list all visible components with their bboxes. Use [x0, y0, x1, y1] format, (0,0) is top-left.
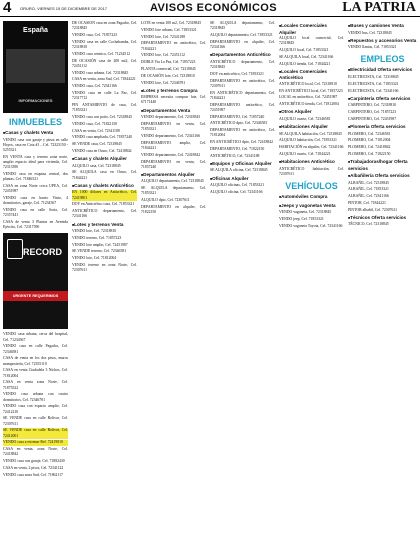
category-heading: ■ Plomería Oferta servicios	[348, 124, 417, 131]
classified-ad: CASA en venta, zona Sud, Cel. 71844221	[72, 77, 136, 82]
ad-image	[6, 49, 65, 83]
column-2	[72, 21, 137, 543]
column-5	[279, 21, 344, 543]
classified-ad: CASA en venta, Cel. 72341188	[72, 128, 120, 133]
category-heading: ■ Locales Comerciales Anticrético	[279, 69, 344, 81]
classified-ad: DEPARTAMENTO amplio, Cel. 71844221	[141, 140, 206, 150]
classified-ad: CARPINTERO, Cel. 72318810	[348, 103, 397, 108]
classified-ad: VENDO casa, Cel. 72341166	[72, 84, 117, 89]
classified-ad: VENDO departamento, Cel. 72418842	[141, 152, 201, 157]
classified-ad: VENDO departamento, Cel. 72318845	[141, 115, 201, 120]
page-number: 4	[3, 0, 12, 16]
classified-ad: VENDO casa urbana con cuatro dormitorios, Cel. 72346781	[3, 392, 68, 402]
classified-ad: CASA de venta en los dos pisos, muros mampostería, Cel. 72355110	[3, 356, 68, 366]
classified-ad: VENDO casa con espacio amplio, Cel. 72412210	[3, 404, 68, 414]
classified-ad: PINTOR, Cel. 71844221	[348, 200, 386, 205]
category-heading: ■ Habitaciones Alquiler	[279, 124, 344, 131]
classified-ad: CASA de venta 3 Plantas en Avenida Ejército, Cel. 72317590	[3, 219, 68, 230]
classified-ad: ANTICRÉTICO departamento, Cel. 72341166	[72, 209, 137, 219]
classified-ad: VENDO departamento, Cel. 72341166	[141, 133, 201, 138]
ad-list	[348, 222, 417, 227]
category-heading: ■ Oficinas Alquiler	[210, 176, 275, 183]
classified-ad: DEPARTAMENTO en alquiler, Cel. 71822150	[141, 205, 206, 215]
classified-ad: EN ANTICRÉTICO dpto, Cel. 72418842	[210, 140, 274, 145]
ad-footer: INFORMACIONES	[18, 98, 53, 103]
classified-ad: VENDO casa zona Sud, Cel. 71862117	[3, 472, 63, 477]
page-date: ORURO, VIERNES 15 DE DICIEMBRE DE 2017	[20, 6, 107, 11]
classified-ad: ELECTRICISTA, Cel. 72341166	[348, 88, 399, 93]
ad-list	[279, 117, 344, 122]
classified-ad: VENDO casa con garaje y pieza en calle Hoyos, casa en Cota #1 ...Cel. 72323150 - 5255321	[3, 137, 68, 152]
classified-ad: EN VENTA casa y terreno zona norte, amplio espacio ideal para vivienda, Cel. 72313390	[3, 154, 68, 170]
classified-ad: ALQUILO oficina, Cel. 72341166	[210, 189, 263, 194]
classified-ad: LOCAL en anticrético, Cel. 72451987	[279, 95, 338, 100]
classified-ad: VENDO terreno en zona Norte, Cel. 72307611	[72, 263, 137, 273]
ad-list	[3, 138, 68, 231]
classified-ad: DE OCASIÓN lote, Cel. 72318810	[141, 73, 195, 78]
ad-list	[348, 132, 417, 158]
classified-ad: ALQUILO departamento, Cel. 71853321	[210, 33, 273, 37]
classified-ad: VENDO lote urbano, Cel. 71853321	[141, 27, 197, 32]
ad-brand: España	[23, 27, 48, 34]
classified-ad: VENDO lote, Cel. 72346781	[141, 80, 186, 85]
classified-ad: SE VENDE terreno, Cel. 72346581	[72, 249, 127, 254]
classified-ad: VENDO casa en calle Soria, Cel. 72357441	[3, 207, 68, 218]
classified-ad: ALQUILO tienda, Cel. 71844221	[279, 61, 331, 66]
highlighted-ad: SE VENDE casa en calle Bolivar, Cel. 72412001	[3, 428, 68, 438]
classified-ad: VENDO vagoneta, Cel. 72318845	[279, 210, 332, 215]
ad-list	[141, 115, 206, 170]
category-heading: ■ Equipos y Oficinas Alquiler	[210, 161, 275, 168]
category-heading: ■ Casas y chalets Anticrético	[72, 183, 137, 190]
classified-ad: VENDO lote, Cel. 72451112	[141, 53, 185, 58]
ad-list	[72, 164, 137, 181]
ad-list	[72, 202, 137, 219]
classified-ad: VENDO casa urbana, cerca del hospital, Cel. 71234567	[3, 332, 68, 342]
category-heading: ■ Lotes y terrenos Compra	[141, 88, 206, 95]
ad-list	[3, 447, 68, 478]
category-heading: ■ Electricidad Oferta servicios	[348, 67, 417, 74]
ad-list	[279, 82, 344, 108]
classified-ad: DEPARTAMENTO en alquiler, Cel. 72341166	[210, 39, 275, 49]
ad-list	[348, 31, 417, 36]
classified-ad: VENDO casa en calle Cochabamba, Cel. 72318810	[72, 39, 137, 49]
category-heading: ■ Carpintería Oferta servicios	[348, 96, 417, 103]
classified-ad: DEPARTAMENTO en venta, Cel. 71853321	[141, 121, 206, 132]
classified-ad: SE ALQUILA oficina, Cel. 72318845	[210, 168, 268, 173]
category-heading: ■ Técnicos Oferta servicios	[348, 215, 417, 222]
ad-list	[279, 132, 344, 158]
classified-ad: ELECTRICISTA, Cel. 71853321	[348, 81, 399, 86]
classified-ad: DE OCASIÓN casa de 200 mt2, Cel. 72451112	[72, 58, 137, 68]
classified-ad: CARPINTERO, Cel. 72451987	[348, 116, 397, 121]
classified-ad: VENDO casa urbana, Cel. 72318845	[72, 70, 129, 75]
classified-ad: EN ANTICRÉTICO departamento, Cel. 71844221	[210, 90, 275, 100]
highlighted-ad: EN 1000 dólares en Anticrético, Cel. 72419801	[72, 190, 137, 200]
category-heading: ■ Departamentos Venta	[141, 108, 206, 115]
classified-ad: TÉCNICO, Cel. 72318845	[348, 222, 389, 227]
classified-ad: VENDO casa en esquina central, dos plantas, Cel. 71846521	[3, 171, 68, 182]
classified-ad: VENDO terreno, Cel. 71857223	[72, 235, 122, 240]
category-heading: ■ Otros Alquiler	[279, 109, 344, 116]
classified-ad: ANTICRÉTICO local, Cel. 72318810	[279, 81, 337, 86]
section-title: AVISOS ECONÓMICOS	[150, 2, 277, 14]
classified-ad: DOY en Anticrético casa, Cel. 71853321	[72, 202, 135, 207]
classified-ad: CARPINTERO, Cel. 71857223	[348, 110, 397, 114]
classified-ad: ALBAÑIL, Cel. 72341166	[348, 194, 389, 199]
classified-ad: VENDO bus, Cel. 72318845	[348, 30, 392, 35]
classified-ad: SE ALQUILA departamento, Cel. 71853321	[141, 186, 206, 196]
classified-ad: ALQUILO local comercial, Cel. 72318845	[279, 36, 344, 46]
classified-ad: ANTICRÉTICO, Cel. 72341188	[210, 153, 260, 158]
ad-list	[279, 210, 344, 229]
page-header	[0, 0, 420, 17]
category-heading: ■ Locales Comerciales Alquiler	[279, 23, 344, 35]
ad-list	[279, 167, 344, 177]
classified-ad: DOBLE Via La Paz, Cel. 71857223	[141, 60, 196, 65]
classified-ad: VENDO casa con garaje, Cel. 71882430	[3, 459, 65, 464]
classified-ad: VENDO casa ampliada, Cel. 71857240	[72, 135, 132, 140]
classified-ad: DEPARTAMENTO, Cel. 71857240	[210, 114, 265, 119]
ad-list	[210, 21, 275, 50]
ad-list	[210, 168, 275, 173]
classified-ad: DEPARTAMENTO en venta, Cel. 71857240	[141, 159, 206, 169]
classified-ad: VENDO lote, Cel. 72341188	[141, 34, 186, 39]
classified-ad: LOTE en venta 100 m2, Cel. 72318845	[141, 21, 202, 25]
ad-brand: RECORD	[23, 247, 63, 258]
classified-ad: EN ANTICRÉTICO local, Cel. 71857223	[279, 88, 343, 93]
classified-ad: CASA en venta, zona Norte, Cel. 72418842	[3, 447, 68, 457]
highlighted-ad: VENDO casa a estrenar Ref. 72419810	[3, 440, 68, 445]
column-4	[210, 21, 275, 543]
classified-ad: ALQUILO oficinas, Cel. 71853321	[210, 183, 265, 188]
category-heading: ■ Albañilería Oferta servicios	[348, 173, 417, 180]
classified-ad: ALQUILO local, Cel. 71853321	[279, 48, 329, 52]
classified-ad: DEPARTAMENTO en anticrético, Cel. 71812004	[210, 128, 275, 138]
classified-ad: ALBAÑIL, Cel. 71853321	[348, 187, 389, 192]
classified-ad: VENDO vagoneta Toyota, Cel. 72341166	[279, 223, 343, 228]
ad-list	[3, 332, 68, 426]
inmuebles-heading: INMUEBLES	[8, 117, 62, 127]
ad-list	[141, 21, 206, 86]
classified-ad: VENDO casa en Oruro, Cel. 72418842	[72, 148, 132, 153]
category-heading: ■ Departamentos Alquiler	[141, 172, 206, 179]
ad-list	[141, 179, 206, 215]
classified-ad: SE ALQUILA local, Cel. 72341166	[279, 54, 334, 59]
category-heading: ■ Casas y chalets Venta	[3, 130, 68, 137]
category-heading: ■ Buses y camiones Venta	[348, 23, 417, 30]
ad-list	[72, 229, 137, 273]
classified-ad: DEPARTAMENTO anticrético, Cel. 72451987	[210, 102, 275, 112]
classified-ad: SE VENDE casa, Cel. 72318845	[72, 142, 122, 147]
ad-list	[210, 60, 275, 159]
ad-list	[210, 183, 275, 195]
classified-ad: ALQUILO habitación, Cel. 71853321	[279, 138, 337, 143]
record-advertisement	[3, 233, 68, 329]
newspaper-logo: LA PATRIA	[342, 0, 416, 15]
category-heading: ■ Casas y chalets Alquiler	[72, 156, 137, 163]
classified-ad: PLOMERO, Cel. 71822150	[348, 151, 391, 156]
classified-ad: DOY en anticrético, Cel. 71853321	[210, 71, 264, 76]
classified-ad: DE OCASIÓN casa en zona Pagador, Cel. 72318845	[72, 21, 137, 31]
classified-ad: PIN ANTAMIENTO de casa, Cel. 71853321	[72, 102, 137, 113]
classified-ad: DEPARTAMENTO en anticrético, Cel. 72307611	[210, 78, 275, 88]
column-1	[3, 21, 68, 543]
vehiculos-heading: VEHÍCULOS	[285, 181, 338, 192]
classified-ad: CASA en venta zona Norte, Cel. 71875522	[3, 380, 68, 390]
classified-ad: VENDO jeep, Cel. 71853321	[279, 216, 324, 221]
classified-ad: DEPARTAMENTO, Cel. 71822150	[210, 146, 265, 151]
ad-list	[279, 36, 344, 67]
classified-ad: PLOMERO, Cel. 72346581	[348, 131, 391, 136]
classified-ad: VENDO casa con patio, Cel. 72318845	[72, 114, 132, 119]
category-heading: ■ Lotes y terrenos Venta	[72, 222, 137, 229]
classified-ad: ALQUILO cuarto, Cel. 72346581	[279, 116, 331, 121]
empleos-heading: EMPLEOS	[360, 54, 405, 65]
classified-ad: VENDO lote, Cel. 72318810	[72, 229, 117, 234]
classified-ad: DEPARTAMENTO en anticrético, Cel. 71844221	[141, 41, 206, 51]
ad-list	[141, 95, 206, 105]
classified-ad: PINTOR albañil, Cel. 72307611	[348, 207, 398, 212]
classified-ad: SE VENDE casa en calle Bolivar, Cel. 72307611	[3, 416, 68, 426]
category-heading: ■ Departamentos Anticrético	[210, 52, 275, 59]
classified-ad: ANTICRÉTICO habitación, Cel. 72307611	[279, 166, 344, 176]
classified-ad: PLOMERO, Cel. 71812004	[348, 138, 391, 143]
ad-list	[348, 181, 417, 213]
classified-ad: PLANTA comercial, Cel. 72318845	[141, 66, 196, 71]
classified-ad: VENDO lote amplio, Cel. 72451987	[72, 242, 128, 247]
classified-ad: ALQUILO cuarto, Cel. 71844221	[279, 151, 331, 156]
classified-ad: VENDO casa en calle La Paz, Cel. 72317712	[72, 90, 137, 101]
classified-ad: VENDO casa, Cel. 71857223	[72, 33, 118, 37]
ad-list	[348, 75, 417, 94]
classified-ad: SE ALQUILA habitación, Cel. 72318845	[279, 131, 342, 136]
category-heading: ■ Trabajadoras/hogar Oferta servicios	[348, 159, 417, 171]
category-heading: ■ Automóviles Compra	[279, 194, 344, 201]
ad-list	[348, 45, 417, 50]
classified-ad: VENDO lote, Cel. 71812004	[72, 256, 117, 261]
classified-ad: ALBAÑIL, Cel. 72318845	[348, 180, 389, 185]
classified-ad: VENDO casa en calle Pagador, Cel. 72346581	[3, 344, 68, 354]
classified-ad: HABITACIÓN en alquiler, Cel. 72341166	[279, 145, 344, 150]
classified-ad: SE ALQUILA departamento, Cel. 72318845	[210, 21, 275, 31]
column-3	[141, 21, 206, 543]
classified-ad: VENDO llantas, Cel. 71853321	[348, 45, 397, 50]
classified-ad: PLOMERO, Cel. 72418842	[348, 145, 391, 150]
classified-ad: ALQUILO dpto, Cel. 72307611	[141, 198, 190, 203]
classified-ad: ANTICRÉTICO dpto, Cel. 72346581	[210, 121, 268, 126]
ad-list	[348, 103, 417, 122]
classified-ad: ELECTRICISTA, Cel. 72318845	[348, 74, 399, 79]
classified-ad: SE ALQUILA casa en Oruro, Cel. 71844221	[72, 170, 137, 180]
classified-ad: CASA en venta Ciudadela 3 Nichos, Cel. 71812004	[3, 368, 68, 378]
classified-ad: CASA en venta, 2 pisos, Cel. 72341122	[3, 465, 64, 470]
classified-ad: VENDO casa en barrio Vinto, 4 dormitorios, garaje, Cel. 71234567	[3, 195, 68, 206]
category-heading: ■ Jeeps y vagonetas Venta	[279, 203, 344, 210]
classified-ad: VENDO casa, Cel. 71822150	[72, 121, 118, 126]
category-heading: ■ Habitaciones Anticrético	[279, 159, 344, 166]
classified-ad: CASA en zona Norte cerca UPEA, Cel. 72451987	[3, 183, 68, 194]
classified-ad: VENDO casa centrica, Cel. 71234512	[72, 51, 130, 56]
classified-ad: ANTICRÉTICO tienda, Cel. 71812004	[279, 102, 339, 107]
ad-list	[72, 21, 137, 154]
classified-ad: ANTICRÉTICO departamento, Cel. 72318845	[210, 59, 275, 69]
ad-strip: URGENTE REQUERIMOS	[3, 291, 68, 301]
column-6	[348, 21, 417, 543]
classified-ad: ALQUILO departamento, Cel. 72318845	[141, 179, 204, 184]
classified-ad: ALQUILO casa, Cel. 72318845	[72, 163, 121, 168]
espana-advertisement	[3, 21, 68, 113]
classified-ad: EMPRESA necesita comprar lote, Cel. 67171440	[141, 95, 206, 105]
record-logo-icon	[7, 239, 23, 259]
category-heading: ■ Repuestos y accesorios Venta	[348, 38, 417, 45]
